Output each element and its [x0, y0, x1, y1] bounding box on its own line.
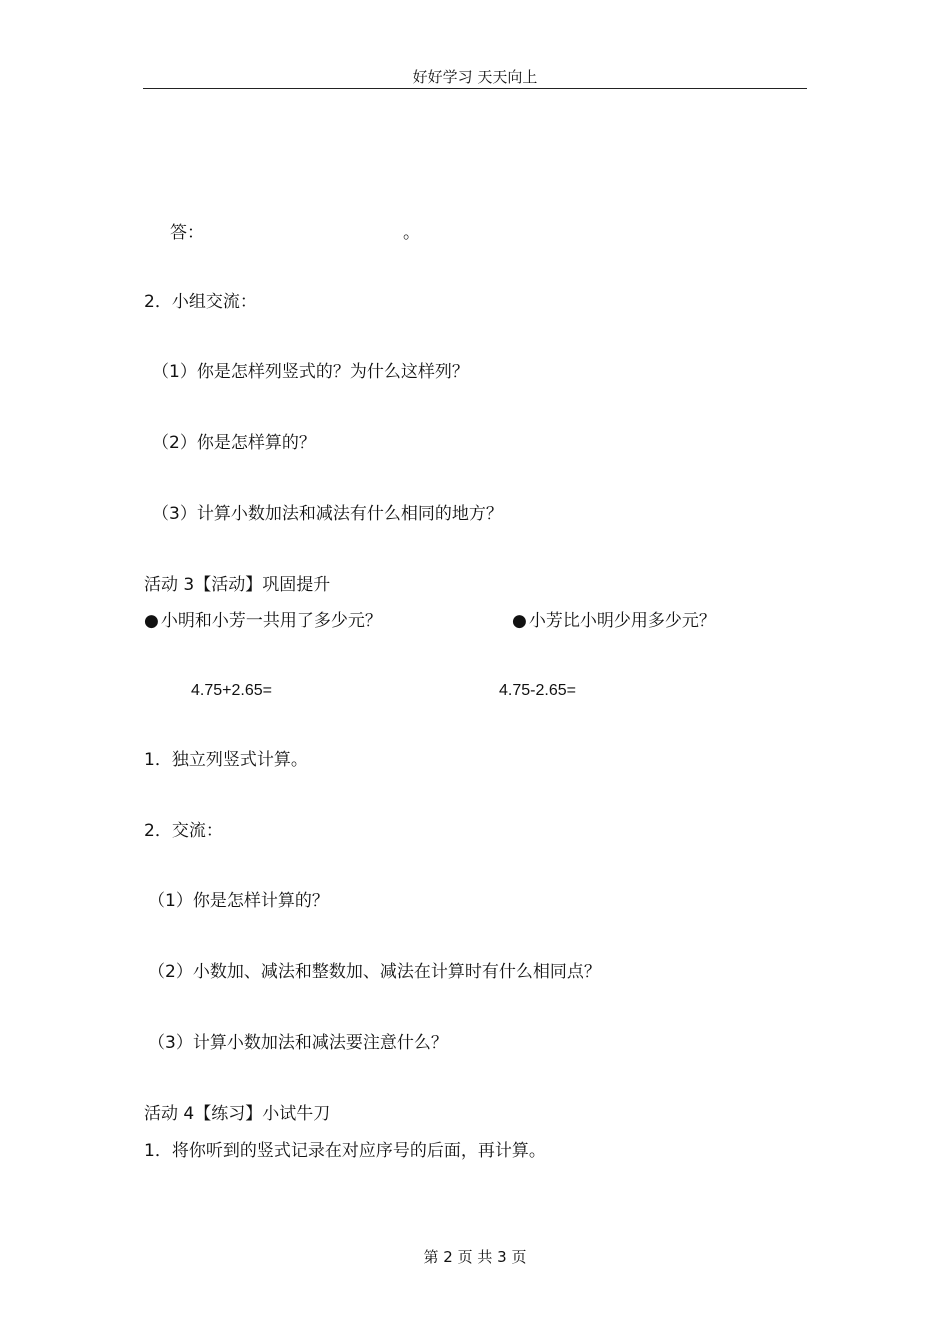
- answer-label: 答：: [170, 223, 204, 243]
- expression-subtraction: 4.75-2.65=: [499, 682, 576, 699]
- bullet-dot: ●: [144, 611, 159, 631]
- page-header-title: 好好学习 天天向上: [412, 68, 538, 86]
- question-1: （1）你是怎样列竖式的？为什么这样列？: [152, 362, 469, 382]
- step-2: 2．交流：: [144, 821, 223, 841]
- bullet-dot: ●: [512, 611, 527, 631]
- bullet-question-1-text: 小明和小芳一共用了多少元？: [160, 611, 382, 631]
- sub-question-2: （2）小数加、减法和整数加、减法在计算时有什么相同点？: [148, 962, 601, 982]
- answer-end-mark: 。: [403, 223, 420, 243]
- step-1: 1．独立列竖式计算。: [144, 750, 308, 770]
- bullet-question-2-text: 小芳比小明少用多少元？: [528, 611, 716, 631]
- sub-question-1: （1）你是怎样计算的？: [148, 891, 329, 911]
- activity-3-heading: 活动 3【活动】巩固提升: [144, 575, 331, 595]
- bullet-question-1: [144, 609, 382, 633]
- sub-question-3: （3）计算小数加法和减法要注意什么？: [148, 1033, 448, 1053]
- bullet-question-2: [512, 609, 716, 633]
- expression-addition: 4.75+2.65=: [191, 682, 272, 699]
- practice-1: 1．将你听到的竖式记录在对应序号的后面，再计算。: [144, 1141, 546, 1161]
- page-footer: 第 2 页 共 3 页: [423, 1248, 527, 1266]
- question-2: （2）你是怎样算的？: [152, 433, 316, 453]
- group-talk-heading: 2．小组交流：: [144, 292, 257, 312]
- activity-4-heading: 活动 4【练习】小试牛刀: [144, 1104, 331, 1124]
- question-3: （3）计算小数加法和减法有什么相同的地方？: [152, 504, 503, 524]
- header-divider: [143, 88, 807, 89]
